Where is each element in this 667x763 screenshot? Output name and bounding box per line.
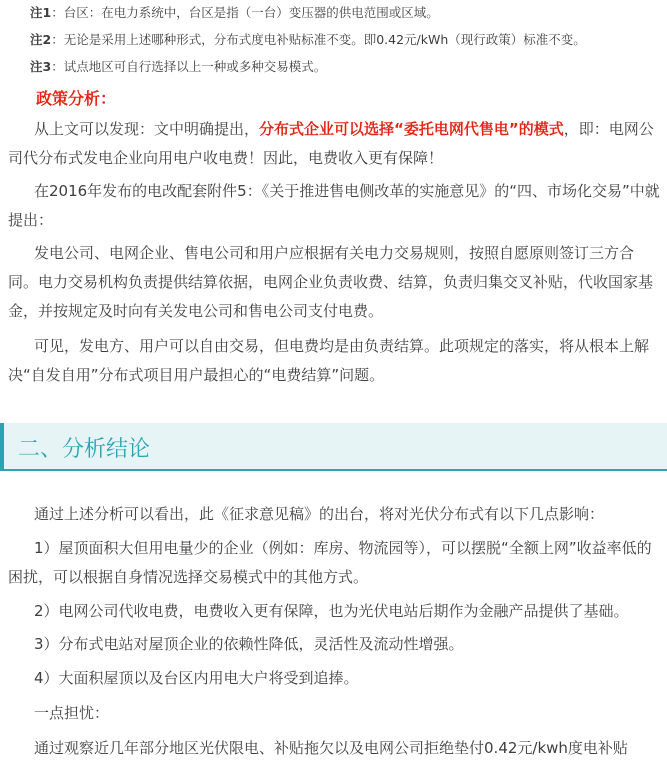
note-text: ：无论是采用上述哪种形式，分布式度电补贴标准不变。即0.42元/kWh（现行政策）标准不变。 xyxy=(51,32,586,47)
paragraph-3 xyxy=(8,239,660,326)
para1-highlight: 分布式企业可以选择“委托电网代售电”的模式 xyxy=(259,120,564,138)
conclusion-item-1 xyxy=(8,534,660,592)
conclusion-item-3: 3）分布式电站对屋顶企业的依赖性降低，灵活性及流动性增强。 xyxy=(34,635,464,653)
conclusion-item-4: 4）大面积屋顶以及台区内用电大户将受到追捧。 xyxy=(34,669,359,687)
paragraph-2 xyxy=(8,177,660,235)
conclusion-intro: 通过上述分析可以看出，此《征求意见稿》的出台，将对光伏分布式有以下几点影响： xyxy=(34,505,605,523)
concern-label: 一点担忧： xyxy=(34,704,110,722)
note-label: 注2 xyxy=(30,32,52,47)
para1-after: ，即：电网公司代分布式发电企业向用电户收电费！因此，电费收入更有保障！ xyxy=(8,120,654,167)
para1-before: 从上文可以发现：文中明确提出， xyxy=(34,120,260,138)
paragraph-1 xyxy=(8,115,660,173)
conclusion-item-2: 2）电网公司代收电费，电费收入更有保障，也为光伏电站后期作为金融产品提供了基础。 xyxy=(34,602,629,620)
note-3 xyxy=(30,59,326,75)
paragraph-4 xyxy=(8,332,660,390)
note-2 xyxy=(30,32,586,48)
note-label: 注3 xyxy=(30,59,52,74)
concern-text: 通过观察近几年部分地区光伏限电、补贴拖欠以及电网公司拒绝垫付0.42元/kwh度电补贴 xyxy=(34,739,628,757)
note-1 xyxy=(30,5,439,21)
section-header xyxy=(0,423,667,471)
para4-text: 可见，发电方、用户可以自由交易，但电费均是由负责结算。此项规定的落实，将从根本上解决“自发自用”分布式项目用户最担心的“电费结算”问题。 xyxy=(8,337,650,384)
para3-text: 发电公司、电网企业、售电公司和用户应根据有关电力交易规则，按照自愿原则签订三方合同。电力交易机构负责提供结算依据，电网企业负责收费、结算，负责归集交叉补贴，代收国家基金，并按规定及时向有关发电公司和售电公司支付电费。 xyxy=(8,244,654,320)
note-text: ：试点地区可自行选择以上一种或多种交易模式。 xyxy=(51,59,327,74)
para2-text: 在2016年发布的电改配套附件5：《关于推进售电侧改革的实施意见》的“四、市场化交易”中就提出： xyxy=(8,182,660,229)
item1-text: 1）屋顶面积大但用电量少的企业（例如：库房、物流园等），可以摆脱“全额上网”收益率低的困扰，可以根据自身情况选择交易模式中的其他方式。 xyxy=(8,539,652,586)
section-divider xyxy=(4,469,667,471)
note-text: ：台区：在电力系统中，台区是指（一台）变压器的供电范围或区域。 xyxy=(51,5,439,20)
note-label: 注1 xyxy=(30,5,52,20)
section-title: 二、分析结论 xyxy=(18,437,151,462)
policy-analysis-heading: 政策分析： xyxy=(36,89,117,108)
